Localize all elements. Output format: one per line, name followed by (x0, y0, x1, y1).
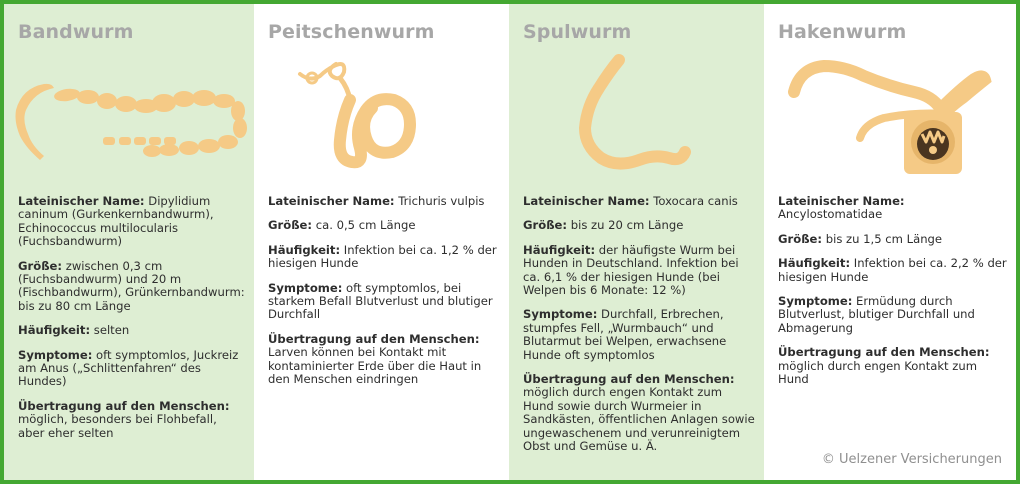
field-latin-name: Lateinischer Name: Trichuris vulpis (268, 194, 485, 208)
field-frequency: Häufigkeit: der häufigste Wurm bei Hunden in Deutschland. Infektion bei ca. 6,1 % der hiesigen Hunde (bei Welpen bis 6 Monate: 12 %) (523, 242, 739, 298)
field-symptoms: Symptome: Ermüdung durch Blutverlust, blutiger Durchfall und Abmagerung (778, 294, 975, 335)
column-title: Hakenwurm (778, 21, 907, 43)
field-frequency: Häufigkeit: selten (18, 323, 130, 338)
field-frequency: Häufigkeit: Infektion bei ca. 2,2 % der hiesigen Hunde (778, 256, 1007, 284)
tapeworm-icon (4, 48, 254, 183)
field-size: Größe: bis zu 1,5 cm Länge (778, 231, 943, 246)
field-symptoms: Symptome: Durchfall, Erbrechen, stumpfes Fell, „Wurmbauch“ und Blutarmut bei Welpen, erwachsene Hunde oft symptomlos (523, 307, 727, 362)
copyright-text: © Uelzener Versicherungen (821, 452, 1002, 467)
field-size: Größe: ca. 0,5 cm Länge (268, 218, 416, 233)
field-transmission: Übertragung auf den Menschen: möglich, besonders bei Flohbefall, aber eher selten (18, 398, 230, 440)
whipworm-icon (254, 48, 509, 183)
column-title: Peitschenwurm (268, 21, 435, 43)
column-hakenwurm (764, 4, 1016, 480)
field-transmission: Übertragung auf den Menschen: Larven können bei Kontakt mit kontaminierter Erde über die Haut in den Menschen eindringen (268, 331, 482, 387)
field-latin-name: Lateinischer Name: Toxocara canis (523, 194, 738, 208)
field-size: Größe: zwischen 0,3 cm (Fuchsbandwurm) und 20 m (Fischbandwurm), Grünkernbandwurm: bis zu 80 cm Länge (18, 258, 245, 313)
field-transmission: Übertragung auf den Menschen: möglich durch engen Kontakt zum Hund sowie durch Wurmeier in Sandkästen, öffentlichen Anlagen sowie ungewaschenem und verunreinigtem Obst und Gemüse u. Ä. (523, 372, 755, 454)
column-bandwurm (4, 4, 254, 480)
field-symptoms: Symptome: oft symptomlos, Juckreiz am Anus („Schlittenfahren“ des Hundes) (18, 347, 239, 389)
roundworm-icon (509, 48, 764, 183)
field-size: Größe: bis zu 20 cm Länge (523, 218, 684, 233)
column-peitschenwurm (254, 4, 509, 480)
info-list (523, 195, 756, 465)
column-title: Bandwurm (18, 21, 134, 43)
hookworm-icon (764, 48, 1016, 183)
field-frequency: Häufigkeit: Infektion bei ca. 1,2 % der hiesigen Hunde (268, 242, 497, 271)
field-symptoms: Symptome: oft symptomlos, bei starkem Befall Blutverlust und blutiger Durchfall (268, 280, 493, 322)
field-latin-name: Lateinischer Name: Dipylidium caninum (Gurkenkernbandwurm), Echinococcus multilocularis (Fuchsbandwurm) (18, 194, 214, 249)
field-latin-name: Lateinischer Name: Ancylostomatidae (778, 194, 905, 222)
column-spulwurm (509, 4, 764, 480)
info-list (18, 195, 246, 451)
column-title: Spulwurm (523, 21, 632, 43)
info-list (268, 195, 501, 397)
field-transmission: Übertragung auf den Menschen: möglich durch engen Kontakt zum Hund (778, 345, 990, 387)
info-list (778, 195, 1008, 397)
